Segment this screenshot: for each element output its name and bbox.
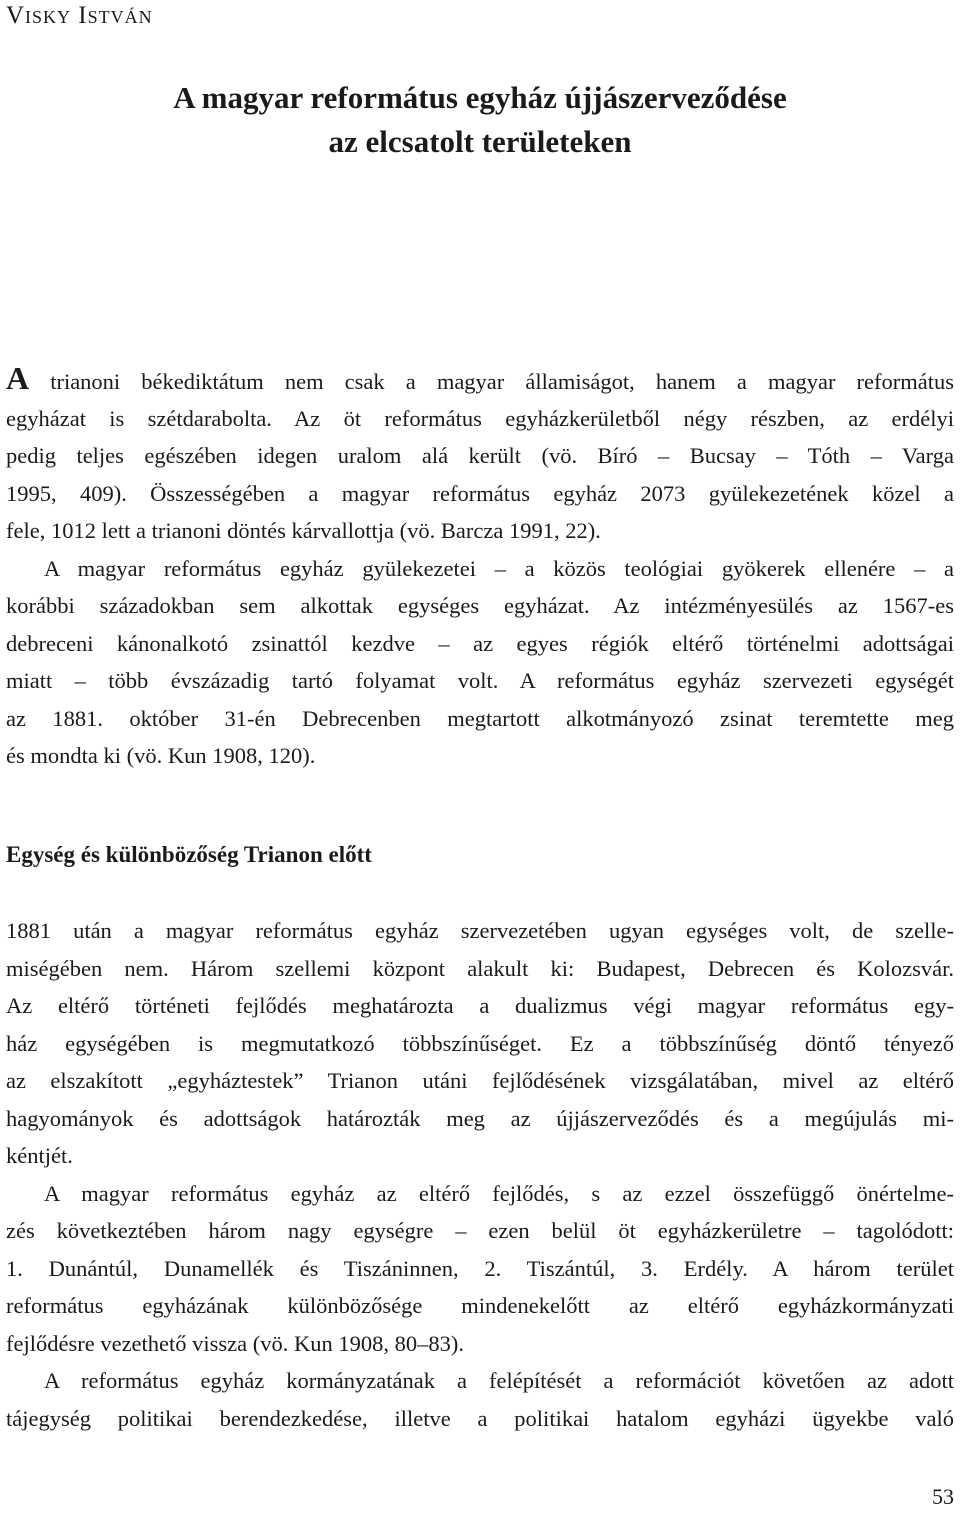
article-title-line-1: A magyar református egyház újjászerveződése (173, 80, 787, 115)
body-line: A trianoni békediktátum nem csak a magyar államiságot, hanem a magyar református (6, 360, 954, 396)
body-line: miatt – több évszázadig tartó folyamat volt. A református egyház szervezeti egységét (6, 668, 954, 693)
body-line: Az eltérő történeti fejlődés meghatározta a dualizmus végi magyar református egy- (6, 993, 954, 1018)
body-line: 1881 után a magyar református egyház szervezetében ugyan egységes volt, de szelle- (6, 918, 954, 943)
body-line: kéntjét. (6, 1143, 73, 1168)
body-line: hagyományok és adottságok határozták meg az újjászerveződés és a megújulás mi- (6, 1105, 954, 1131)
running-header-author: Visky István (6, 2, 153, 29)
body-line: A magyar református egyház gyülekezetei – a közös teológiai gyökerek ellenére – a (44, 555, 954, 581)
body-line: miségében nem. Három szellemi központ alakult ki: Budapest, Debrecen és Kolozsvár. (6, 955, 954, 981)
body-line: debreceni kánonalkotó zsinattól kezdve – az egyes régiók eltérő történelmi adottságai (6, 630, 954, 656)
body-line: fejlődésre vezethető vissza (vö. Kun 1908, 80–83). (6, 1330, 464, 1356)
body-line: A református egyház kormányzatának a felépítését a reformációt követően az adott (44, 1368, 954, 1393)
body-line: korábbi századokban sem alkottak egységes egyházat. Az intézményesülés az 1567-es (6, 593, 954, 618)
body-line: az 1881. október 31-én Debrecenben megtartott alkotmányozó zsinat teremtette meg (6, 705, 954, 731)
body-line: 1995, 409). Összességében a magyar református egyház 2073 gyülekezetének közel a (6, 480, 954, 506)
body-line: ház egységében is megmutatkozó többszínűséget. Ez a többszínűség döntő tényező (6, 1030, 954, 1056)
body-line: A magyar református egyház az eltérő fejlődés, s az ezzel összefüggő önértelme- (44, 1180, 954, 1206)
article-title-line-2: az elcsatolt területeken (328, 124, 632, 159)
section-paragraphs (6, 912, 954, 1437)
body-line: fele, 1012 lett a trianoni döntés kárvallottja (vö. Barcza 1991, 22). (6, 518, 601, 543)
body-line: tájegység politikai berendezkedése, illetve a politikai hatalom egyházi ügyekbe való (6, 1405, 954, 1431)
intro-paragraphs (6, 362, 954, 775)
body-line: és mondta ki (vö. Kun 1908, 120). (6, 743, 316, 768)
body-line: 1. Dunántúl, Dunamellék és Tiszáninnen, 2. Tiszántúl, 3. Erdély. A három terület (6, 1255, 954, 1281)
body-line: az elszakított „egyháztestek” Trianon utáni fejlődésének vizsgálatában, mivel az eltérő (6, 1068, 954, 1093)
body-line: pedig teljes egészében idegen uralom alá került (vö. Bíró – Bucsay – Tóth – Varga (6, 443, 954, 468)
article-title (0, 76, 960, 164)
drop-cap: A (6, 360, 30, 396)
page-number: 53 (932, 1484, 954, 1509)
section-heading: Egység és különbözőség Trianon előtt (6, 842, 372, 867)
body-line: zés következtében három nagy egységre – ezen belül öt egyházkerületre – tagolódott: (6, 1218, 954, 1243)
body-line: egyházat is szétdarabolta. Az öt református egyházkerületből négy részben, az erdélyi (6, 405, 954, 431)
body-line: református egyházának különbözősége mindenekelőtt az eltérő egyházkormányzati (6, 1293, 954, 1318)
